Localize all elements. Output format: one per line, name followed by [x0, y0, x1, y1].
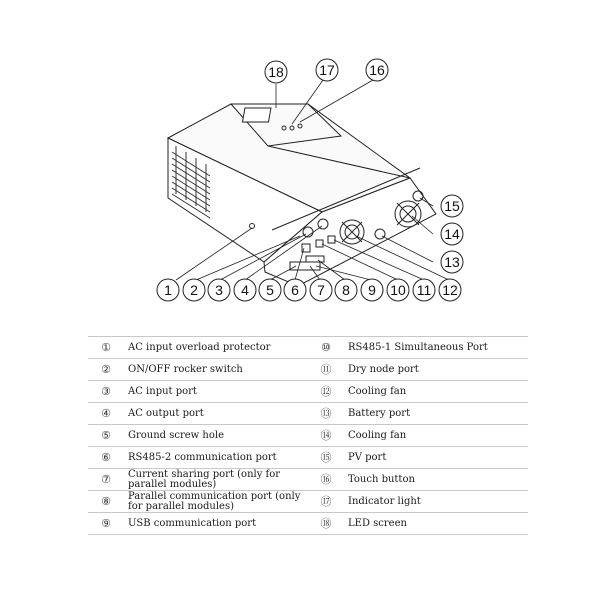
legend-row	[88, 403, 528, 425]
svg-text:1: 1	[164, 282, 172, 298]
legend-number-left: ⑨	[88, 513, 124, 535]
callout-18	[265, 61, 287, 83]
legend-label-right: Cooling fan	[344, 381, 528, 403]
callout-10	[387, 279, 409, 301]
legend-label-right: Cooling fan	[344, 425, 528, 447]
legend-number-left: ③	[88, 381, 124, 403]
legend-label-left: Current sharing port (only for parallel modules)	[124, 469, 308, 491]
callout-12	[439, 279, 461, 301]
legend-number-right: ⑫	[308, 381, 344, 403]
legend-label-right: RS485-1 Simultaneous Port	[344, 337, 528, 359]
svg-text:17: 17	[319, 62, 335, 78]
legend-label-right: Dry node port	[344, 359, 528, 381]
legend-label-left: USB communication port	[124, 513, 308, 535]
callout-4	[234, 279, 256, 301]
legend-number-left: ④	[88, 403, 124, 425]
legend-row	[88, 491, 528, 513]
legend-number-right: ⑰	[308, 491, 344, 513]
legend-number-right: ⑬	[308, 403, 344, 425]
svg-text:3: 3	[215, 282, 223, 298]
svg-text:16: 16	[369, 62, 385, 78]
callout-2	[183, 279, 205, 301]
callout-7	[310, 279, 332, 301]
legend-label-left: Ground screw hole	[124, 425, 308, 447]
legend-label-right: PV port	[344, 447, 528, 469]
callout-16	[366, 59, 388, 81]
callout-6	[284, 279, 306, 301]
svg-text:18: 18	[268, 64, 284, 80]
svg-text:11: 11	[416, 282, 432, 298]
callout-17	[316, 59, 338, 81]
legend-number-right: ⑩	[308, 337, 344, 359]
legend-label-right: LED screen	[344, 513, 528, 535]
legend-label-left: ON/OFF rocker switch	[124, 359, 308, 381]
legend-label-left: AC input overload protector	[124, 337, 308, 359]
callout-3	[208, 279, 230, 301]
svg-text:14: 14	[444, 226, 460, 242]
svg-text:13: 13	[444, 254, 460, 270]
legend-label-right: Touch button	[344, 469, 528, 491]
svg-text:7: 7	[317, 282, 325, 298]
legend-row	[88, 359, 528, 381]
legend-label-left: AC output port	[124, 403, 308, 425]
legend-number-left: ⑦	[88, 469, 124, 491]
legend-label-left: AC input port	[124, 381, 308, 403]
legend-label-right: Battery port	[344, 403, 528, 425]
callout-5	[259, 279, 281, 301]
legend-number-left: ⑤	[88, 425, 124, 447]
legend-row	[88, 381, 528, 403]
callout-1	[157, 279, 179, 301]
svg-text:9: 9	[368, 282, 376, 298]
svg-text:15: 15	[444, 198, 460, 214]
legend-number-right: ⑭	[308, 425, 344, 447]
legend-row	[88, 469, 528, 491]
svg-text:10: 10	[390, 282, 406, 298]
callout-8	[335, 279, 357, 301]
parts-legend-table	[88, 336, 528, 535]
legend-number-left: ⑧	[88, 491, 124, 513]
led-screen	[242, 108, 270, 122]
legend-number-right: ⑪	[308, 359, 344, 381]
legend-number-right: ⑯	[308, 469, 344, 491]
legend-number-right: ⑮	[308, 447, 344, 469]
legend-number-left: ①	[88, 337, 124, 359]
legend-number-left: ⑥	[88, 447, 124, 469]
legend-row	[88, 447, 528, 469]
svg-text:5: 5	[266, 282, 274, 298]
callout-15	[441, 195, 463, 217]
legend-row	[88, 513, 528, 535]
legend-label-left: RS485-2 communication port	[124, 447, 308, 469]
svg-text:2: 2	[190, 282, 198, 298]
legend-label-right: Indicator light	[344, 491, 528, 513]
svg-text:12: 12	[442, 282, 458, 298]
svg-text:6: 6	[291, 282, 299, 298]
callout-11	[413, 279, 435, 301]
svg-text:4: 4	[241, 282, 249, 298]
callout-9	[361, 279, 383, 301]
callout-14	[441, 223, 463, 245]
legend-number-left: ②	[88, 359, 124, 381]
svg-text:8: 8	[342, 282, 350, 298]
legend-row	[88, 425, 528, 447]
legend-label-left: Parallel communication port (only for parallel modules)	[124, 491, 308, 513]
callout-13	[441, 251, 463, 273]
legend-number-right: ⑱	[308, 513, 344, 535]
legend-row	[88, 337, 528, 359]
